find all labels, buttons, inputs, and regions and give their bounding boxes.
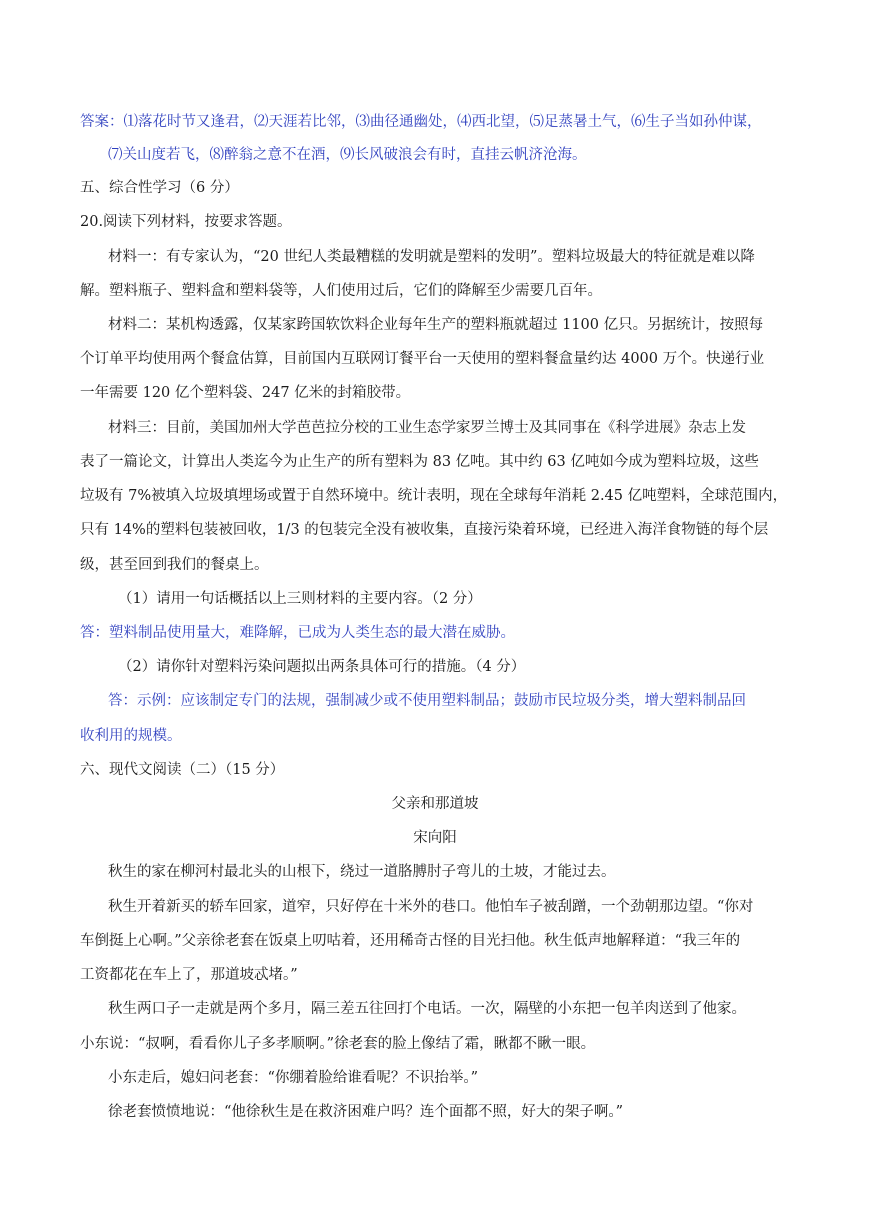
sub-answer-1: 答：塑料制品使用量大，难降解，已成为人类生态的最大潜在威胁。 [80,625,515,641]
material-three-line-2: 表了一篇论文，计算出人类迄今为止生产的所有塑料为 83 亿吨。其中约 63 亿吨如今成为塑料垃圾，这些 [80,454,759,470]
material-two-line-2: 个订单平均使用两个餐盒估算，目前国内互联网订餐平台一天使用的塑料餐盒量约达 4000 万个。快递行业 [80,351,765,367]
story-paragraph-2-line-1: 秋生开着新买的轿车回家，道窄，只好停在十米外的巷口。他怕车子被刮蹭，一个劲朝那边望。“你对 [108,899,754,915]
answer-poetry-line-2: ⑺关山度若飞，⑻醉翁之意不在酒，⑼长风破浪会有时，直挂云帆济沧海。 [108,147,587,163]
story-paragraph-3-line-2: 小东说：“叔啊，看看你儿子多孝顺啊。”徐老套的脸上像结了霜，瞅都不瞅一眼。 [80,1036,596,1052]
story-paragraph-4: 小东走后，媳妇问老套：“你绷着脸给谁看呢？不识抬举。” [108,1070,479,1086]
section-five-heading: 五、综合性学习（6 分） [80,180,239,196]
answer-poetry-line-1: 答案：⑴落花时节又逢君，⑵天涯若比邻，⑶曲径通幽处，⑷西北望，⑸足蒸暑土气，⑹生子当如孙仲谋， [80,114,762,130]
question-20-prompt: 20.阅读下列材料，按要求答题。 [80,214,292,230]
sub-answer-2-line-1: 答：示例：应该制定专门的法规，强制减少或不使用塑料制品；鼓励市民垃圾分类，增大塑料制品回 [108,693,746,709]
sub-answer-2-line-2: 收利用的规模。 [80,728,182,744]
story-paragraph-2-line-2: 车倒挺上心啊。”父亲徐老套在饭桌上叨咕着，还用稀奇古怪的目光扫他。秋生低声地解释道：“我三年的 [80,933,741,949]
sub-question-2: （2）请你针对塑料污染问题拟出两条具体可行的措施。（4 分） [118,659,526,675]
material-one-line-1: 材料一：有专家认为，“20 世纪人类最糟糕的发明就是塑料的发明”。塑料垃圾最大的特征就是难以降 [108,249,755,265]
material-one-line-2: 解。塑料瓶子、塑料盒和塑料袋等，人们使用过后，它们的降解至少需要几百年。 [80,283,602,299]
article-title: 父亲和那道坡 [391,796,479,812]
material-three-line-5: 级，甚至回到我们的餐桌上。 [80,557,269,573]
material-three-line-4: 只有 14%的塑料包装被回收，1/3 的包装完全没有被收集，直接污染着环境，已经进入海洋食物链的每个层 [80,522,769,538]
story-paragraph-5: 徐老套愤愤地说：“他徐秋生是在救济困难户吗？连个面都不照，好大的架子啊。” [108,1104,624,1120]
story-paragraph-3-line-1: 秋生两口子一走就是两个多月，隔三差五往回打个电话。一次，隔壁的小东把一包羊肉送到了他家。 [108,1001,746,1017]
material-three-line-3: 垃圾有 7%被填入垃圾填埋场或置于自然环境中。统计表明，现在全球每年消耗 2.45 亿吨塑料，全球范围内， [80,488,788,504]
material-three-line-1: 材料三：目前，美国加州大学芭芭拉分校的工业生态学家罗兰博士及其同事在《科学进展》杂志上发 [108,420,746,436]
article-author: 宋向阳 [413,830,457,846]
section-six-heading: 六、现代文阅读（二）（15 分） [80,762,285,778]
story-paragraph-2-line-3: 工资都花在车上了，那道坡忒堵。” [80,967,298,983]
sub-question-1: （1）请用一句话概括以上三则材料的主要内容。（2 分） [118,591,482,607]
story-paragraph-1: 秋生的家在柳河村最北头的山根下，绕过一道胳膊肘子弯儿的土坡，才能过去。 [108,864,616,880]
material-two-line-3: 一年需要 120 亿个塑料袋、247 亿米的封箱胶带。 [80,385,411,401]
material-two-line-1: 材料二：某机构透露，仅某家跨国软饮料企业每年生产的塑料瓶就超过 1100 亿只。另据统计，按照每 [108,317,764,333]
